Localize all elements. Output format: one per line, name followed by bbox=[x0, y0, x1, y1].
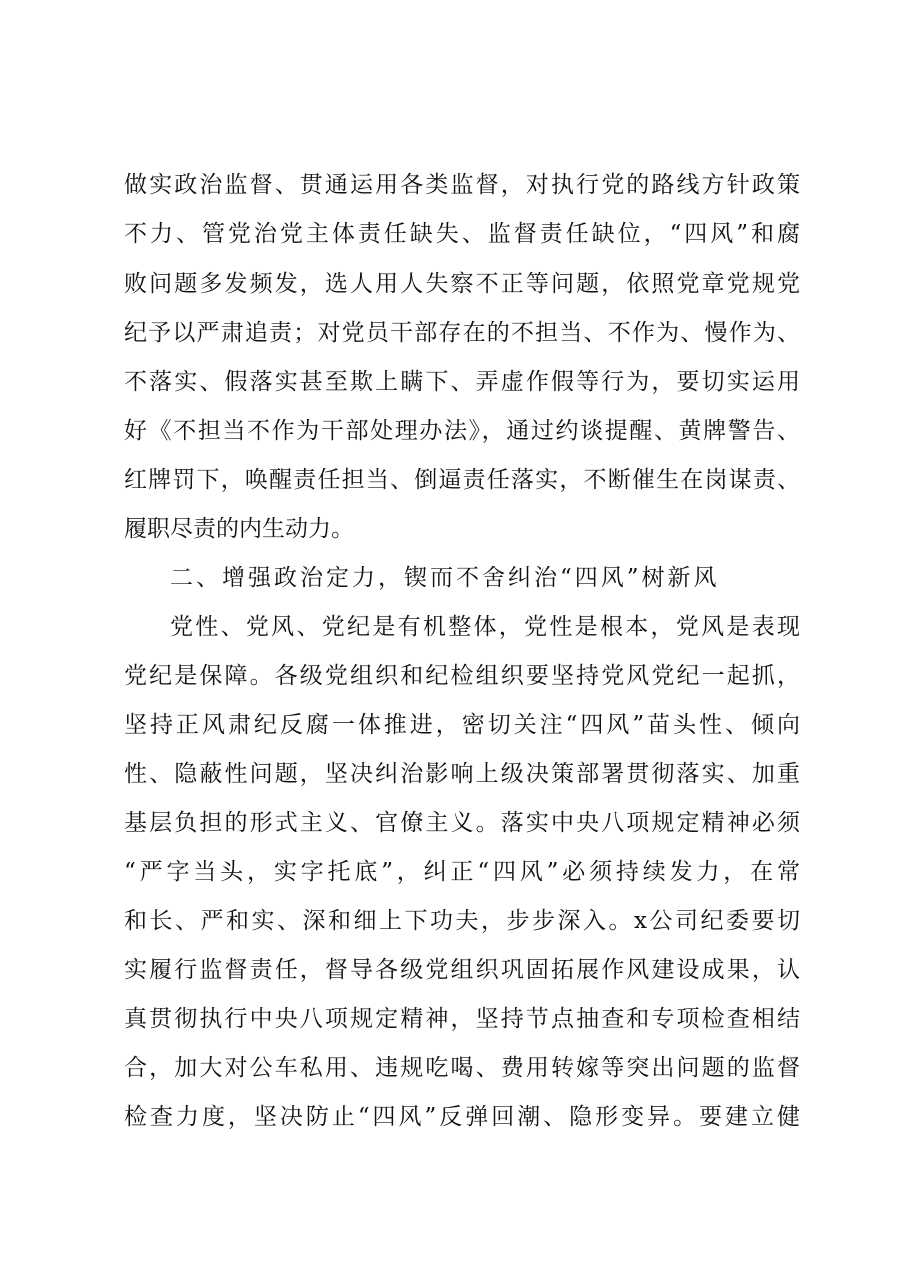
paragraph-1-line-8: 履职尽责的内生动力。 bbox=[124, 516, 354, 542]
paragraph-1-line-6: 好《不担当不作为干部处理办法》，通过约谈提醒、黄牌警告、 bbox=[124, 418, 800, 444]
paragraph-2-line-1: 党性、党风、党纪是有机整体，党性是根本，党风是表现 bbox=[170, 614, 800, 640]
paragraph-2-line-6: “严字当头，实字托底”，纠正“四风”必须持续发力，在常 bbox=[124, 859, 800, 885]
paragraph-2-line-4: 性、隐蔽性问题，坚决纠治影响上级决策部署贯彻落实、加重 bbox=[124, 761, 800, 787]
paragraph-1-line-7: 红牌罚下，唤醒责任担当、倒逼责任落实，不断催生在岗谋责、 bbox=[124, 467, 800, 493]
paragraph-2-line-9: 真贯彻执行中央八项规定精神，坚持节点抽查和专项检查相结 bbox=[124, 1006, 800, 1032]
section-heading-2: 二、增强政治定力，锲而不舍纠治“四风”树新风 bbox=[170, 565, 720, 591]
paragraph-1-line-2: 不力、管党治党主体责任缺失、监督责任缺位，“四风”和腐 bbox=[124, 221, 800, 247]
paragraph-2-line-2: 党纪是保障。各级党组织和纪检组织要坚持党风党纪一起抓， bbox=[124, 663, 800, 689]
paragraph-1-line-5: 不落实、假落实甚至欺上瞒下、弄虚作假等行为，要切实运用 bbox=[124, 369, 800, 395]
paragraph-1-line-3: 败问题多发频发，选人用人失察不正等问题，依照党章党规党 bbox=[124, 271, 800, 297]
paragraph-2-line-7: 和长、严和实、深和细上下功夫，步步深入。x公司纪委要切 bbox=[124, 908, 800, 934]
paragraph-2-line-8: 实履行监督责任，督导各级党组织巩固拓展作风建设成果，认 bbox=[124, 957, 800, 983]
paragraph-1-line-1: 做实政治监督、贯通运用各类监督，对执行党的路线方针政策 bbox=[124, 172, 800, 198]
paragraph-2-line-5: 基层负担的形式主义、官僚主义。落实中央八项规定精神必须 bbox=[124, 810, 800, 836]
paragraph-1-line-4: 纪予以严肃追责；对党员干部存在的不担当、不作为、慢作为、 bbox=[124, 320, 800, 346]
paragraph-2-line-11: 检查力度，坚决防止“四风”反弹回潮、隐形变异。要建立健 bbox=[124, 1104, 800, 1130]
paragraph-2-line-10: 合，加大对公车私用、违规吃喝、费用转嫁等突出问题的监督 bbox=[124, 1055, 800, 1081]
paragraph-2-line-3: 坚持正风肃纪反腐一体推进，密切关注“四风”苗头性、倾向 bbox=[124, 712, 800, 738]
